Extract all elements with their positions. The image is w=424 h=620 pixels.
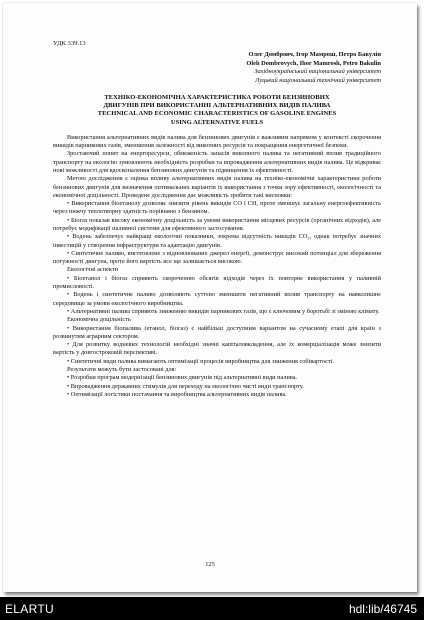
section-subheading: Результати можуть бути застосовані для: bbox=[67, 366, 177, 374]
udc-code: УДК 339.13 bbox=[53, 40, 86, 47]
title-line: ДВИГУНІВ ПРИ ВИКОРИСТАННІ АЛЬТЕРНАТИВНИХ ВИДІВ ПАЛИВА bbox=[103, 102, 331, 110]
title-line: TECHNICAL AND ECONOMIC CHARACTERISTICS OF GASOLINE ENGINES bbox=[97, 110, 337, 118]
page-number: 125 bbox=[205, 561, 215, 568]
repository-name: ELARTU bbox=[5, 602, 54, 616]
section-subheading: Економічна доцільність bbox=[67, 316, 131, 324]
document-page bbox=[3, 3, 417, 592]
body-paragraph: • Синтетичні види палива вимагають оптимізації процесів виробництва для зниження собівартості. bbox=[67, 357, 334, 365]
body-paragraph: • Альтернативні палива сприяють зниженню викидів парникових газів, що є ключовим у боротьбі зі зміною клімату. bbox=[67, 307, 380, 315]
title-line: ТЕХНІКО-ЕКОНОМІЧНА ХАРАКТЕРИСТИКА РОБОТИ БЕНЗИНОВИХ bbox=[104, 93, 330, 101]
page-content bbox=[53, 40, 381, 399]
body-paragraph: • Оптимізації логістики постачання та виробництва альтернативних видів палива. bbox=[67, 390, 287, 398]
authors-en: Oleh Dombrovych, Ihor Mamrosh, Petro Bakulin bbox=[246, 59, 381, 67]
body-paragraph: Використання альтернативних видів палива для бензинових двигунів є важливим напрямом у контексті скорочення викидів парникових газів, зменшення залежності від викопних ресурсів та покращення енергетичної безпеки. bbox=[53, 133, 381, 150]
section-subheading: Екологічні аспекти bbox=[67, 266, 118, 274]
body-paragraph: • Синтетичне паливо, виготовлене з відновлюваних джерел енергії, демонструє високий потенціал для збереження потужності двигуна, проте його вартість все ще залишається високою. bbox=[53, 249, 381, 266]
body-paragraph: • Для розвитку водневих технологій необхідні значні капіталовкладення, але їх комерціалізація може знизити вартість у довгостроковій перспективі. bbox=[53, 341, 381, 357]
handle-link[interactable]: hdl:lib/46745 bbox=[348, 602, 417, 616]
article-title bbox=[53, 94, 381, 127]
title-line: USING ALTERNATIVE FUELS bbox=[170, 118, 264, 126]
body-paragraph: • Розробки програм модернізації бензинових двигунів під альтернативні види палива. bbox=[67, 374, 298, 382]
body-paragraph: • Використання біопалива (етанол, біогаз) є найбільш доступним варіантом на сучасному етапі для країн з розвинутим аграрним сектором. bbox=[53, 324, 381, 340]
body-paragraph: • Водень забезпечує найкращі екологічні показники, зокрема відсутність викидів CO₂, однак потребує значних інвестицій у створення інфраструктури та адаптацію двигунів. bbox=[53, 233, 381, 249]
body-paragraph: Зростаючий попит на енергоресурси, обмеженість запасів викопного палива та негативний вплив традиційного транспорту на екологію зумовлюють необхідність розробки та впровадження альтернативних видів палива. Це відкриває нові можливості для вдосконалення бензинових двигунів та підвищення їх ефективності. bbox=[53, 150, 381, 174]
repository-footer-bar bbox=[0, 597, 424, 620]
affiliation-1: Західноукраїнський національний університет bbox=[254, 68, 381, 76]
body-paragraph: • Впровадження державних стимулів для переходу на екологічно чисті види транспорту. bbox=[67, 382, 304, 390]
body-paragraph: • Біоетанол і біогаз сприяють скороченню обсягів відходів через їх повторне використання у паливній промисловості. bbox=[53, 274, 381, 291]
affiliation-2: Луцький національний технічний університет bbox=[255, 76, 381, 84]
authors-ua: Олег Домбровч, Ігор Мамрош, Петро Бакулін bbox=[248, 51, 381, 59]
article-body bbox=[53, 134, 381, 400]
body-paragraph: • Водень і синтетичне паливо дозволяють суттєво зменшити негативний вплив транспорту на навколишнє середовище за умови екологічного виробництва. bbox=[53, 291, 381, 307]
body-paragraph: • Використання біоетанолу дозволяє знизити рівень викидів CO і CH, проте зменшує загальну енергоефективність через нижчу теплотворну здатність порівняно з бензином. bbox=[53, 200, 381, 216]
body-paragraph: • Біогаз показав високу економічну доцільність за умови використання місцевих ресурсів (органічних відходів), але потребує модифікації паливної системи для ефективного застосування. bbox=[53, 216, 381, 232]
body-paragraph: Метою дослідження є оцінка впливу альтернативних видів палива на техніко-економічні характеристики роботи бензинових двигунів для визначення оптимальних варіантів їх використання з точки зору ефективності, екологічності та економічної доцільності. Проведене дослідження дає можливість зробити такі висновки: bbox=[53, 175, 381, 199]
